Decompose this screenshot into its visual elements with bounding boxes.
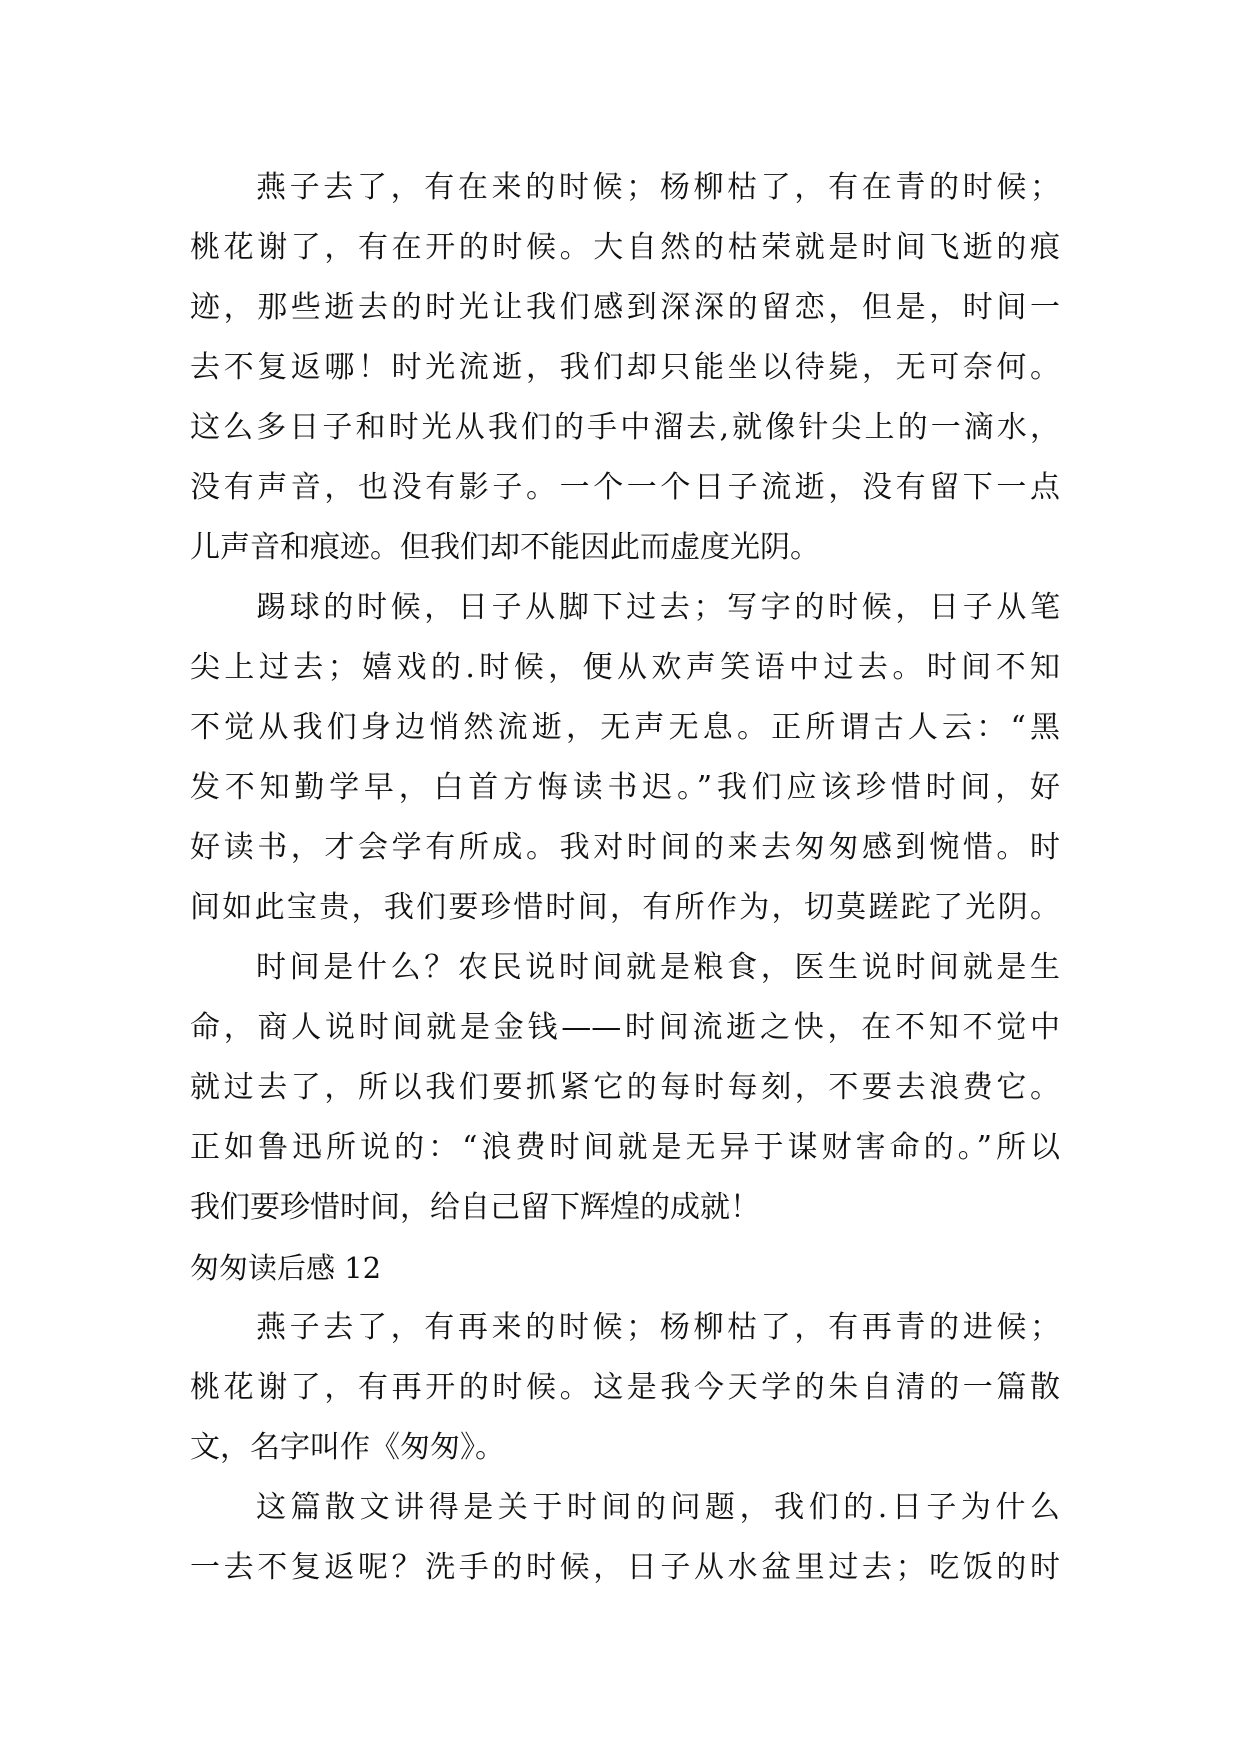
paragraph-line: 去不复返哪！时光流逝，我们却只能坐以待毙，无可奈何。: [190, 350, 1060, 385]
paragraph-line: 踢球的时候，日子从脚下过去；写字的时候，日子从笔: [256, 590, 1060, 625]
paragraph-line: 这么多日子和时光从我们的手中溜去,就像针尖上的一滴水，: [190, 410, 1060, 445]
paragraph-line: 迹，那些逝去的时光让我们感到深深的留恋，但是，时间一: [190, 290, 1060, 325]
paragraph-line: 一去不复返呢？洗手的时候，日子从水盆里过去；吃饭的时: [190, 1550, 1060, 1585]
paragraph-line: 燕子去了，有再来的时候；杨柳枯了，有再青的进候；: [256, 1310, 1060, 1345]
paragraph-line: 发不知勤学早，白首方悔读书迟。”我们应该珍惜时间，好: [190, 770, 1060, 805]
section-heading: 匆匆读后感 12: [190, 1251, 382, 1285]
paragraph-line: 好读书，才会学有所成。我对时间的来去匆匆感到惋惜。时: [190, 830, 1060, 865]
paragraph-line: 不觉从我们身边悄然流逝，无声无息。正所谓古人云：“黑: [190, 710, 1060, 745]
paragraph-line: 没有声音，也没有影子。一个一个日子流逝，没有留下一点: [190, 470, 1060, 505]
paragraph-line: 儿声音和痕迹。但我们却不能因此而虚度光阴。: [190, 530, 820, 565]
paragraph-line: 命，商人说时间就是金钱——时间流逝之快，在不知不觉中: [190, 1010, 1060, 1045]
paragraph-line: 我们要珍惜时间，给自己留下辉煌的成就！: [190, 1190, 760, 1225]
paragraph-line: 这篇散文讲得是关于时间的问题，我们的.日子为什么: [256, 1490, 1060, 1525]
paragraph-line: 就过去了，所以我们要抓紧它的每时每刻，不要去浪费它。: [190, 1070, 1060, 1105]
paragraph-line: 文，名字叫作《匆匆》。: [190, 1430, 505, 1465]
paragraph-line: 间如此宝贵，我们要珍惜时间，有所作为，切莫蹉跎了光阴。: [190, 890, 1060, 925]
document-body: [190, 158, 1060, 1598]
paragraph-line: 正如鲁迅所说的：“浪费时间就是无异于谋财害命的。”所以: [190, 1130, 1060, 1165]
paragraph-line: 时间是什么？农民说时间就是粮食，医生说时间就是生: [256, 950, 1060, 985]
paragraph-line: 燕子去了，有在来的时候；杨柳枯了，有在青的时候；: [256, 170, 1060, 205]
paragraph-line: 尖上过去；嬉戏的.时候，便从欢声笑语中过去。时间不知: [190, 650, 1060, 685]
paragraph-line: 桃花谢了，有再开的时候。这是我今天学的朱自清的一篇散: [190, 1370, 1060, 1405]
paragraph-line: 桃花谢了，有在开的时候。大自然的枯荣就是时间飞逝的痕: [190, 230, 1060, 265]
